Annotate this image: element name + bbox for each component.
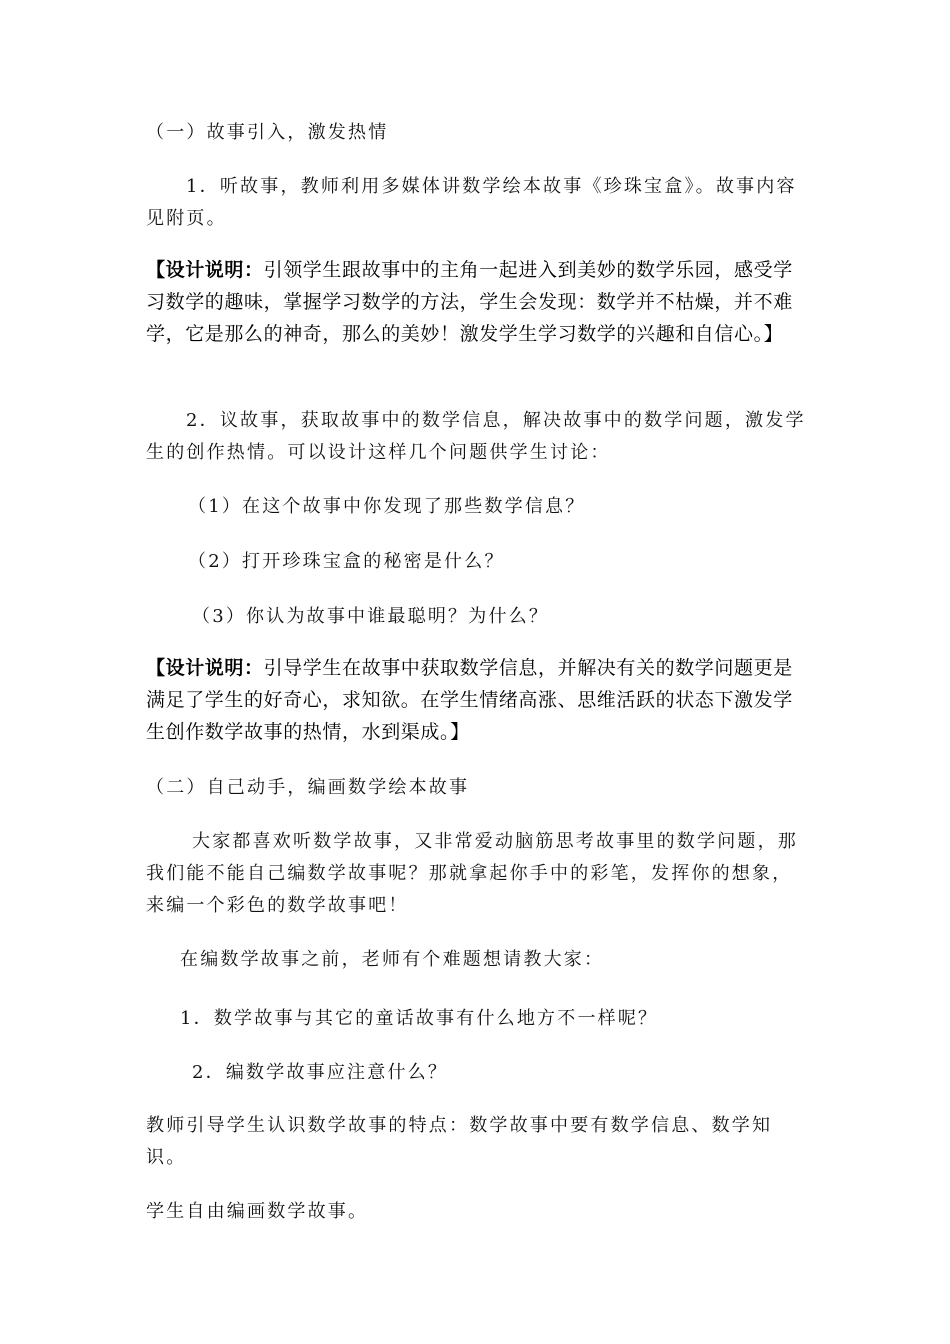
list-item-2: 2．编数学故事应注意什么？ xyxy=(192,1062,449,1083)
paragraph-student-activity: 学生自由编画数学故事。 xyxy=(146,1201,369,1222)
paragraph-create-story: 大家都喜欢听数学故事，又非常爱动脑筋思考故事里的数学问题，那我们能不能自己编数学故事呢？那就拿起你手中的彩笔，发挥你的想象，来编一个彩色的数学故事吧！ xyxy=(146,831,798,916)
design-note-label: 【设计说明： xyxy=(146,259,264,281)
design-note-text: 引导学生在故事中获取数学信息，并解决有关的数学问题更是满足了学生的好奇心，求知欲。在学生情绪高涨、思维活跃的状态下激发学生创作数学故事的热情，水到渠成。】 xyxy=(146,657,793,743)
question-item-1: （1）在这个故事中你发现了那些数学信息？ xyxy=(188,496,586,517)
design-note-1 xyxy=(146,254,811,350)
question-item-3: （3）你认为故事中谁最聪明？为什么？ xyxy=(192,606,550,627)
paragraph-teacher-guide: 教师引导学生认识数学故事的特点：数学故事中要有数学信息、数学知识。 xyxy=(146,1115,773,1168)
section-heading-1: （一）故事引入，激发热情 xyxy=(146,122,389,143)
paragraph-discuss-story: 2．议故事，获取故事中的数学信息，解决故事中的数学问题，激发学生的创作热情。可以设计这样几个问题供学生讨论： xyxy=(146,410,806,463)
section-heading-2: （二）自己动手，编画数学绘本故事 xyxy=(146,777,470,798)
design-note-text: 引领学生跟故事中的主角一起进入到美妙的数学乐园，感受学习数学的趣味，掌握学习数学的方法，学生会发现：数学并不枯燥，并不难学，它是那么的神奇，那么的美妙！激发学生学习数学的兴趣和自信心。】 xyxy=(146,259,793,345)
design-note-2 xyxy=(146,652,811,748)
paragraph-question-intro: 在编数学故事之前，老师有个难题想请教大家： xyxy=(180,949,605,970)
list-item-1: 1．数学故事与其它的童话故事有什么地方不一样呢？ xyxy=(180,1008,659,1029)
question-item-2: （2）打开珍珠宝盒的秘密是什么？ xyxy=(188,551,505,572)
design-note-label: 【设计说明： xyxy=(146,657,264,679)
paragraph-listen-story: 1．听故事，教师利用多媒体讲数学绘本故事《珍珠宝盒》。故事内容见附页。 xyxy=(146,176,797,229)
